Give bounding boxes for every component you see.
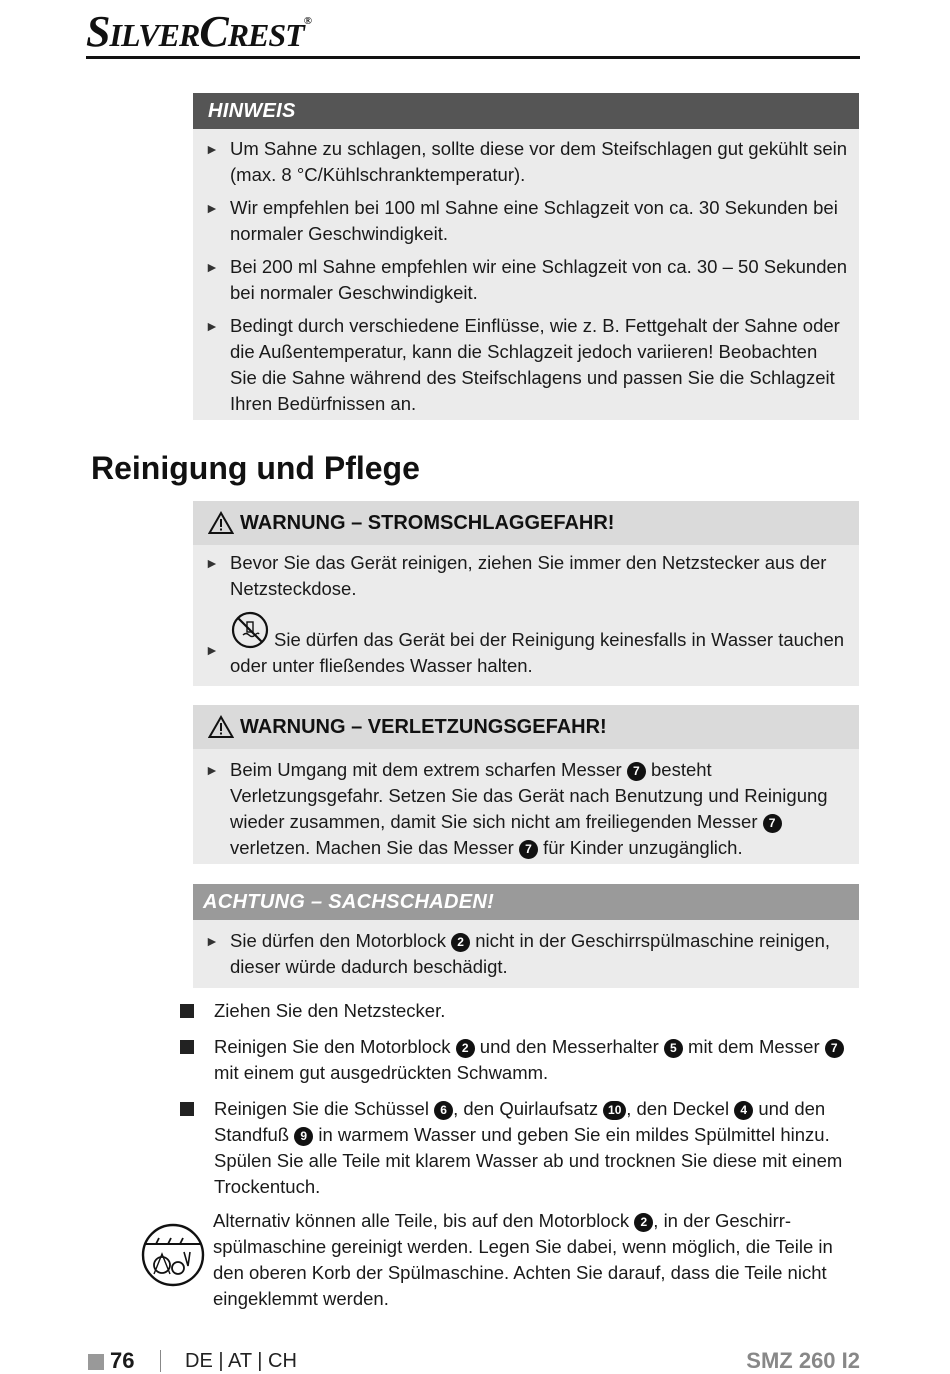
part-number-badge: 7 bbox=[825, 1039, 844, 1058]
no-water-immersion-icon bbox=[230, 610, 270, 650]
page-number: 76 bbox=[110, 1348, 135, 1373]
arrow-icon: ► bbox=[205, 642, 219, 658]
part-number-badge: 4 bbox=[734, 1101, 753, 1120]
section-title: Reinigung und Pflege bbox=[91, 450, 420, 486]
arrow-icon: ► bbox=[205, 259, 219, 275]
part-number-badge: 2 bbox=[451, 933, 470, 952]
hinweis-item-text: Wir empfehlen bei 100 ml Sahne eine Schlagzeit von ca. 30 Sekunden bei normaler Geschwindigkeit. bbox=[230, 197, 838, 244]
text-run: , den Deckel bbox=[626, 1098, 735, 1119]
brand-s: S bbox=[86, 7, 110, 56]
part-number-badge: 9 bbox=[294, 1127, 313, 1146]
warning-electric-item bbox=[193, 550, 859, 602]
hinweis-box bbox=[193, 93, 859, 420]
square-bullet-icon bbox=[180, 1004, 194, 1018]
hinweis-item bbox=[193, 136, 859, 188]
hinweis-item bbox=[193, 313, 859, 417]
text-run: und den Standfuß bbox=[214, 1098, 826, 1145]
hinweis-item bbox=[193, 254, 859, 306]
footer-divider bbox=[160, 1350, 161, 1372]
step-item bbox=[180, 1096, 860, 1200]
arrow-icon: ► bbox=[205, 933, 219, 949]
footer-square-icon bbox=[88, 1354, 104, 1370]
page-footer bbox=[86, 1346, 860, 1374]
warning-injury-header bbox=[193, 705, 859, 749]
part-number-badge: 7 bbox=[627, 762, 646, 781]
text-run: in warmem Wasser und geben Sie ein mildes Spülmittel hinzu. Spülen Sie alle Teile mit klarem Wasser ab und trocknen Sie diese mit einem Trockentuch. bbox=[214, 1124, 843, 1197]
warning-injury-item bbox=[193, 757, 859, 861]
arrow-icon: ► bbox=[205, 762, 219, 778]
warning-injury-title: WARNUNG – VERLETZUNGSGEFAHR! bbox=[240, 715, 607, 738]
part-number-badge: 2 bbox=[634, 1213, 653, 1232]
step-text: Ziehen Sie den Netzstecker. bbox=[214, 1000, 446, 1021]
step-item bbox=[180, 998, 860, 1024]
dishwasher-safe-icon bbox=[140, 1222, 206, 1288]
text-run: Reinigen Sie den Motorblock bbox=[214, 1036, 456, 1057]
brand-rest: REST bbox=[227, 17, 304, 53]
warning-injury-box bbox=[193, 705, 859, 864]
text-run: Sie dürfen den Motorblock bbox=[230, 930, 452, 951]
brand-c: C bbox=[199, 7, 228, 56]
warning-electric-header bbox=[193, 501, 859, 545]
caution-title: ACHTUNG – SACHSCHADEN! bbox=[193, 884, 859, 920]
part-number-badge: 2 bbox=[456, 1039, 475, 1058]
part-number-badge: 6 bbox=[434, 1101, 453, 1120]
brand-reg: ® bbox=[303, 15, 311, 27]
text-run: verletzen. Machen Sie das Messer bbox=[230, 837, 519, 858]
square-bullet-icon bbox=[180, 1040, 194, 1054]
text-run: und den Messerhalter bbox=[474, 1036, 664, 1057]
hinweis-item-text: Bei 200 ml Sahne empfehlen wir eine Schlagzeit von ca. 30 – 50 Sekunden bei normaler Geschwindigkeit. bbox=[230, 256, 848, 303]
hinweis-item bbox=[193, 195, 859, 247]
warning-electric-item bbox=[193, 610, 859, 679]
warning-triangle-icon bbox=[208, 511, 234, 535]
caution-item bbox=[193, 928, 859, 980]
footer-languages: DE | AT | CH bbox=[185, 1350, 297, 1372]
warning-electric-title: WARNUNG – STROMSCHLAGGEFAHR! bbox=[240, 511, 615, 534]
part-number-badge: 10 bbox=[603, 1101, 626, 1120]
caution-box bbox=[193, 884, 859, 988]
hinweis-title: HINWEIS bbox=[193, 93, 859, 129]
arrow-icon: ► bbox=[205, 141, 219, 157]
arrow-icon: ► bbox=[205, 200, 219, 216]
part-number-badge: 5 bbox=[664, 1039, 683, 1058]
warning-triangle-icon bbox=[208, 715, 234, 739]
part-number-badge: 7 bbox=[519, 840, 538, 859]
header-rule bbox=[86, 56, 860, 59]
arrow-icon: ► bbox=[205, 555, 219, 571]
text-run: , in der Geschirr-spülmaschine gereinigt werden. Legen Sie dabei, wenn möglich, die Teile in den oberen Korb der Spülmaschine. Achten Sie darauf, dass die Teile nicht eingeklemmt werden. bbox=[213, 1210, 833, 1309]
brand-logo bbox=[86, 6, 311, 57]
text-run: Alternativ können alle Teile, bis auf den Motorblock bbox=[213, 1210, 635, 1231]
hinweis-item-text: Um Sahne zu schlagen, sollte diese vor dem Steifschlagen gut gekühlt sein (max. 8 °C/Kühlschranktemperatur). bbox=[230, 138, 848, 185]
warning-electric-box bbox=[193, 501, 859, 686]
warning-electric-item-text: Bevor Sie das Gerät reinigen, ziehen Sie immer den Netzstecker aus der Netzsteckdose. bbox=[230, 552, 827, 599]
text-run: , den Quirlaufsatz bbox=[453, 1098, 604, 1119]
arrow-icon: ► bbox=[205, 318, 219, 334]
step-item bbox=[180, 1034, 860, 1086]
text-run: nicht in der Geschirrspülmaschine reinigen, dieser würde dadurch beschädigt. bbox=[230, 930, 831, 977]
dishwasher-paragraph bbox=[213, 1208, 863, 1312]
square-bullet-icon bbox=[180, 1102, 194, 1116]
warning-electric-item-text: Sie dürfen das Gerät bei der Reinigung keinesfalls in Wasser tauchen oder unter fließendes Wasser halten. bbox=[230, 629, 845, 676]
hinweis-item-text: Bedingt durch verschiedene Einflüsse, wie z. B. Fettgehalt der Sahne oder die Außentemperatur, kann die Schlagzeit jedoch variieren! Beobachten Sie die Sahne während des Steifschlagens und passen Sie die Schlagzeit Ihren Bedürfnissen an. bbox=[230, 315, 840, 414]
text-run: besteht Verletzungsgefahr. Setzen Sie das Gerät nach Benutzung und Reinigung wieder zusammen, damit Sie sich nicht am freiliegenden Messer bbox=[230, 759, 828, 832]
footer-model: SMZ 260 I2 bbox=[746, 1348, 860, 1373]
text-run: mit einem gut ausgedrückten Schwamm. bbox=[214, 1062, 549, 1083]
text-run: Beim Umgang mit dem extrem scharfen Messer bbox=[230, 759, 627, 780]
text-run: für Kinder unzugänglich. bbox=[537, 837, 743, 858]
part-number-badge: 7 bbox=[763, 814, 782, 833]
brand-ilver: ILVER bbox=[109, 17, 200, 53]
text-run: mit dem Messer bbox=[682, 1036, 825, 1057]
text-run: Reinigen Sie die Schüssel bbox=[214, 1098, 435, 1119]
